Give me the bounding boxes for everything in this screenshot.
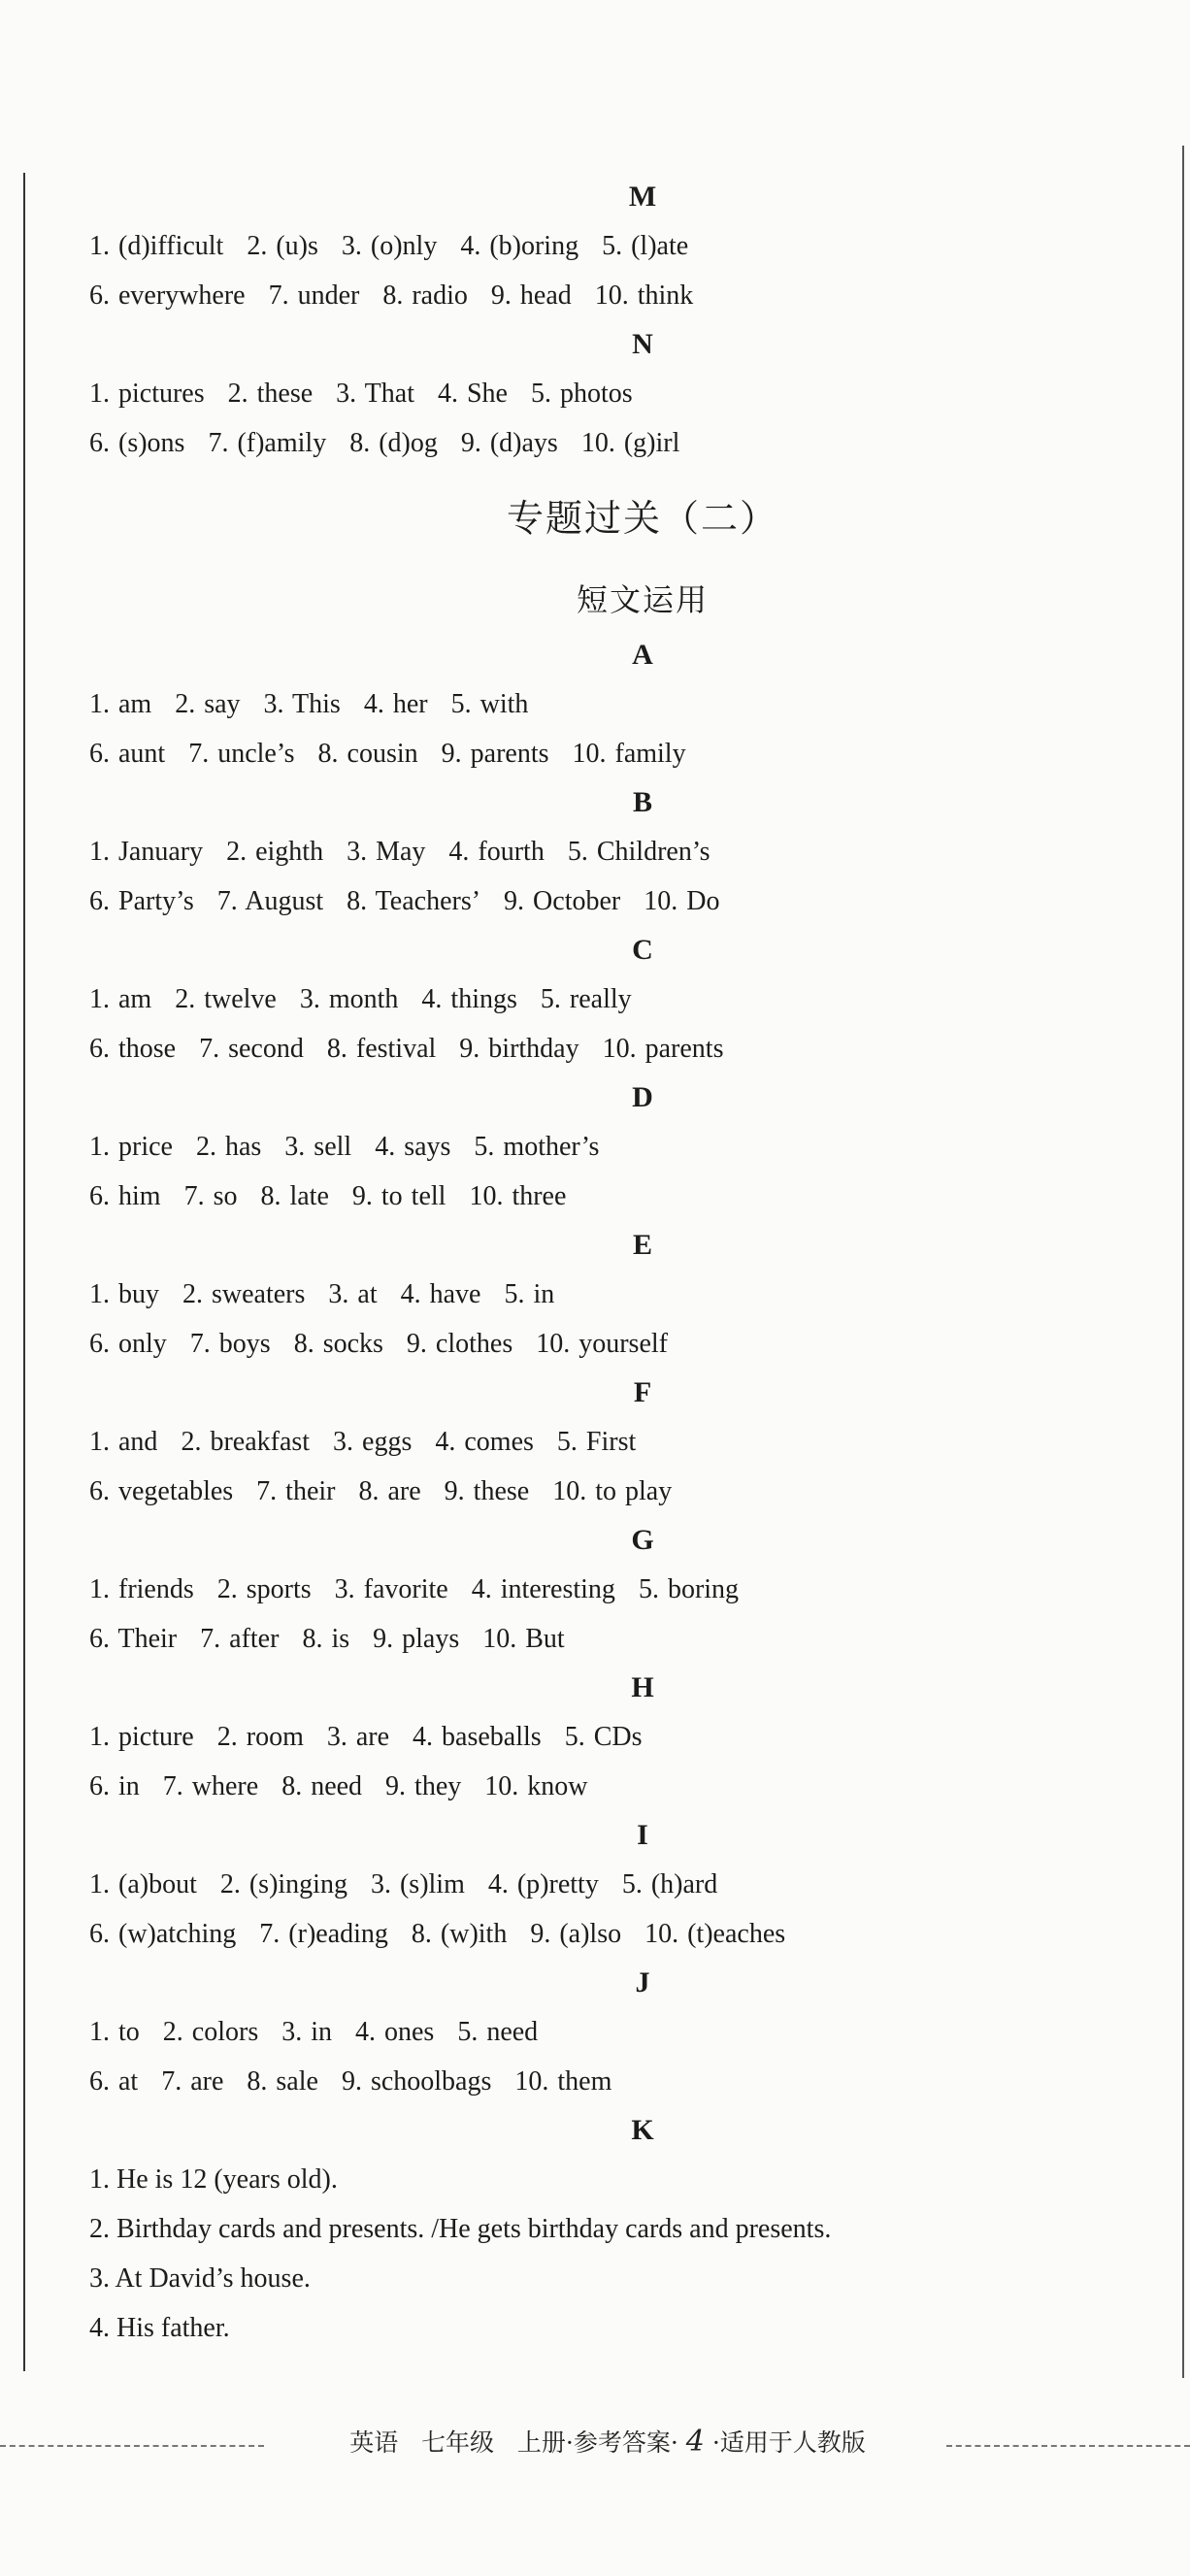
answer-item: 3. at xyxy=(328,1279,378,1309)
answer-item: 9. plays xyxy=(373,1624,460,1654)
answer-item: 8. sale xyxy=(247,2066,318,2097)
answer-item: 5. (h)ard xyxy=(621,1869,718,1899)
answer-item: 10. yourself xyxy=(536,1329,668,1359)
page-footer xyxy=(0,2423,1190,2461)
answer-item: 9. these xyxy=(444,1476,530,1506)
answer-item: 10. them xyxy=(514,2066,612,2097)
group-letter: F xyxy=(633,1376,652,1408)
answer-line xyxy=(89,221,1157,271)
answer-item: 9. to tell xyxy=(351,1181,446,1211)
group-letter: I xyxy=(637,1819,648,1851)
answer-item: 7. under xyxy=(268,281,360,311)
footer-text xyxy=(281,2423,934,2462)
answer-line xyxy=(89,974,1157,1024)
answer-item: 3. are xyxy=(326,1722,390,1752)
answer-line xyxy=(89,729,1157,778)
answer-line xyxy=(89,1122,1157,1172)
answer-item: 5. CDs xyxy=(564,1722,643,1752)
subsection-title: 短文运用 xyxy=(576,581,709,618)
group-letter: C xyxy=(632,934,653,966)
answer-line xyxy=(89,1270,1157,1319)
answer-item: 9. (a)lso xyxy=(530,1919,622,1949)
footer-grade: 七年级 xyxy=(421,2428,495,2457)
answer-item: 3. in xyxy=(281,2017,332,2047)
answer-item: 6. at xyxy=(89,2066,139,2097)
answer-item: 9. schoolbags xyxy=(341,2066,492,2097)
answer-line xyxy=(89,827,1157,876)
answer-item: 7. August xyxy=(216,886,324,916)
answer-line xyxy=(89,418,1157,468)
answer-item: 7. (f)amily xyxy=(208,428,327,458)
answer-line xyxy=(89,1565,1157,1614)
answer-item: 3. eggs xyxy=(333,1427,413,1457)
answer-item: 5. mother’s xyxy=(474,1132,600,1162)
answer-line xyxy=(89,679,1157,729)
footer-volume: 上册 xyxy=(516,2428,566,2457)
answer-item: 8. radio xyxy=(382,281,468,311)
answer-item: 7. so xyxy=(183,1181,238,1211)
answer-item: 2. breakfast xyxy=(181,1427,311,1457)
answer-line xyxy=(89,1467,1157,1516)
answer-item: 4. (b)oring xyxy=(460,231,579,261)
answer-line xyxy=(89,1172,1157,1221)
answer-item: 8. are xyxy=(358,1476,421,1506)
answer-item: 4. things xyxy=(421,984,517,1014)
answer-item: 8. festival xyxy=(326,1034,437,1064)
group-letter: N xyxy=(632,328,653,360)
answer-item: 7. their xyxy=(256,1476,336,1506)
answer-item: 2. (u)s xyxy=(247,231,318,261)
answer-item: 8. need xyxy=(281,1771,363,1801)
answer-item: 10. to play xyxy=(552,1476,673,1506)
answer-line: 2. Birthday cards and presents. /He gets birthday cards and presents. xyxy=(89,2214,832,2244)
answer-item: 1. price xyxy=(89,1132,173,1162)
answer-item: 5. First xyxy=(556,1427,637,1457)
answer-item: 8. (w)ith xyxy=(411,1919,508,1949)
answer-item: 2. eighth xyxy=(226,837,324,867)
answer-item: 4. interesting xyxy=(471,1574,615,1604)
answer-item: 5. with xyxy=(450,689,529,719)
answer-item: 9. birthday xyxy=(459,1034,579,1064)
footer-edition: 适用于人教版 xyxy=(719,2428,866,2457)
answer-item: 6. in xyxy=(89,1771,140,1801)
group-letter-k: K xyxy=(631,2114,654,2146)
answer-item: 8. is xyxy=(302,1624,350,1654)
answer-item: 7. second xyxy=(199,1034,304,1064)
answer-item: 10. But xyxy=(482,1624,565,1654)
answer-item: 3. sell xyxy=(284,1132,352,1162)
answer-line xyxy=(89,271,1157,320)
answer-item: 4. says xyxy=(375,1132,451,1162)
footer-label: 参考答案 xyxy=(573,2428,671,2457)
answer-line xyxy=(89,1860,1157,1909)
answer-item: 2. colors xyxy=(162,2017,259,2047)
answer-item: 10. Do xyxy=(644,886,720,916)
answer-item: 4. ones xyxy=(355,2017,435,2047)
answer-item: 5. really xyxy=(540,984,632,1014)
answer-line xyxy=(89,876,1157,926)
page-number: 4 xyxy=(685,2425,705,2459)
answer-item: 8. (d)og xyxy=(349,428,438,458)
answer-item: 5. in xyxy=(504,1279,555,1309)
answer-item: 6. (w)atching xyxy=(89,1919,237,1949)
answer-item: 1. (a)bout xyxy=(89,1869,197,1899)
answer-item: 5. (l)ate xyxy=(602,231,689,261)
answer-item: 1. (d)ifficult xyxy=(89,231,224,261)
answer-item: 2. (s)inging xyxy=(219,1869,347,1899)
answer-block-upper xyxy=(89,173,1157,468)
answer-item: 9. October xyxy=(504,886,621,916)
answer-item: 7. are xyxy=(161,2066,224,2097)
answer-item: 1. and xyxy=(89,1427,158,1457)
answer-item: 10. family xyxy=(572,739,686,769)
answer-line xyxy=(89,1909,1157,1959)
answer-item: 10. three xyxy=(469,1181,567,1211)
answer-item: 10. parents xyxy=(602,1034,724,1064)
answer-item: 4. her xyxy=(363,689,428,719)
answer-item: 8. cousin xyxy=(317,739,418,769)
answer-line xyxy=(89,1024,1157,1073)
answer-item: 3. (s)lim xyxy=(370,1869,465,1899)
answer-item: 2. these xyxy=(227,379,314,409)
answer-item: 5. photos xyxy=(530,379,633,409)
answer-item: 3. That xyxy=(336,379,414,409)
answer-item: 2. sweaters xyxy=(182,1279,306,1309)
answer-item: 6. aunt xyxy=(89,739,166,769)
answer-item: 6. Party’s xyxy=(89,886,194,916)
answer-block-main xyxy=(89,631,1157,2106)
answer-item: 4. fourth xyxy=(448,837,545,867)
answer-item: 7. uncle’s xyxy=(188,739,295,769)
answer-item: 10. think xyxy=(594,281,694,311)
footer-separator: · xyxy=(711,2428,720,2457)
answer-line: 4. His father. xyxy=(89,2313,230,2343)
answer-line xyxy=(89,1712,1157,1762)
answer-item: 10. know xyxy=(484,1771,588,1801)
answer-item: 3. This xyxy=(263,689,341,719)
answer-item: 8. socks xyxy=(293,1329,383,1359)
left-margin-rule xyxy=(23,173,25,2371)
answer-item: 1. am xyxy=(89,689,152,719)
answer-item: 3. (o)nly xyxy=(341,231,438,261)
answer-item: 8. Teachers’ xyxy=(347,886,481,916)
answer-item: 3. month xyxy=(299,984,399,1014)
answer-line xyxy=(89,1762,1157,1811)
answer-item: 9. they xyxy=(385,1771,462,1801)
answer-item: 1. buy xyxy=(89,1279,159,1309)
answer-item: 9. (d)ays xyxy=(460,428,558,458)
group-letter: B xyxy=(632,786,652,818)
answer-item: 3. favorite xyxy=(334,1574,448,1604)
answer-item: 4. baseballs xyxy=(413,1722,542,1752)
group-letter: J xyxy=(635,1966,650,1998)
answer-item: 10. (g)irl xyxy=(580,428,680,458)
answer-item: 1. January xyxy=(89,837,204,867)
answer-item: 7. after xyxy=(200,1624,280,1654)
answer-item: 1. to xyxy=(89,2017,140,2047)
answer-item: 5. boring xyxy=(638,1574,740,1604)
answer-line xyxy=(89,2007,1157,2057)
group-letter: H xyxy=(631,1671,654,1703)
group-letter: E xyxy=(632,1229,652,1261)
answer-item: 9. parents xyxy=(441,739,549,769)
right-margin-rule xyxy=(1182,146,1184,2378)
answer-item: 2. say xyxy=(175,689,241,719)
answer-item: 1. picture xyxy=(89,1722,194,1752)
answer-item: 9. clothes xyxy=(406,1329,513,1359)
answer-item: 7. (r)eading xyxy=(259,1919,388,1949)
group-letter: M xyxy=(628,181,657,213)
group-letter: G xyxy=(631,1524,654,1556)
answer-item: 6. (s)ons xyxy=(89,428,185,458)
answer-item: 2. sports xyxy=(216,1574,312,1604)
answer-key-content xyxy=(89,173,1157,2353)
answer-block-k xyxy=(89,2106,1157,2353)
answer-line xyxy=(89,2057,1157,2106)
answer-item: 6. Their xyxy=(89,1624,178,1654)
answer-item: 5. Children’s xyxy=(567,837,711,867)
answer-item: 10. (t)eaches xyxy=(645,1919,786,1949)
answer-line xyxy=(89,1614,1157,1664)
answer-item: 6. vegetables xyxy=(89,1476,234,1506)
answer-item: 5. need xyxy=(457,2017,539,2047)
group-letter: D xyxy=(632,1081,653,1113)
answer-item: 6. only xyxy=(89,1329,167,1359)
footer-dash-right xyxy=(946,2445,1190,2447)
group-letter: A xyxy=(632,639,653,671)
answer-item: 7. where xyxy=(162,1771,259,1801)
footer-dash-left xyxy=(0,2445,264,2447)
footer-subject: 英语 xyxy=(349,2428,399,2457)
answer-line xyxy=(89,369,1157,418)
answer-item: 1. friends xyxy=(89,1574,194,1604)
answer-item: 3. May xyxy=(347,837,426,867)
answer-item: 6. everywhere xyxy=(89,281,246,311)
answer-item: 7. boys xyxy=(189,1329,271,1359)
section-title: 专题过关（二） xyxy=(506,497,778,540)
answer-item: 1. am xyxy=(89,984,152,1014)
answer-line xyxy=(89,1417,1157,1467)
answer-item: 4. comes xyxy=(435,1427,534,1457)
answer-item: 2. has xyxy=(195,1132,262,1162)
answer-item: 2. room xyxy=(216,1722,304,1752)
answer-item: 6. him xyxy=(89,1181,161,1211)
footer-separator: · xyxy=(670,2428,678,2457)
answer-line xyxy=(89,1319,1157,1369)
answer-item: 4. She xyxy=(437,379,508,409)
answer-line: 3. At David’s house. xyxy=(89,2263,311,2294)
answer-line: 1. He is 12 (years old). xyxy=(89,2164,338,2195)
answer-item: 6. those xyxy=(89,1034,177,1064)
answer-item: 2. twelve xyxy=(175,984,277,1014)
footer-separator: · xyxy=(565,2428,574,2457)
answer-item: 4. (p)retty xyxy=(487,1869,599,1899)
answer-item: 4. have xyxy=(400,1279,481,1309)
answer-item: 9. head xyxy=(490,281,572,311)
answer-item: 8. late xyxy=(260,1181,329,1211)
answer-item: 1. pictures xyxy=(89,379,205,409)
